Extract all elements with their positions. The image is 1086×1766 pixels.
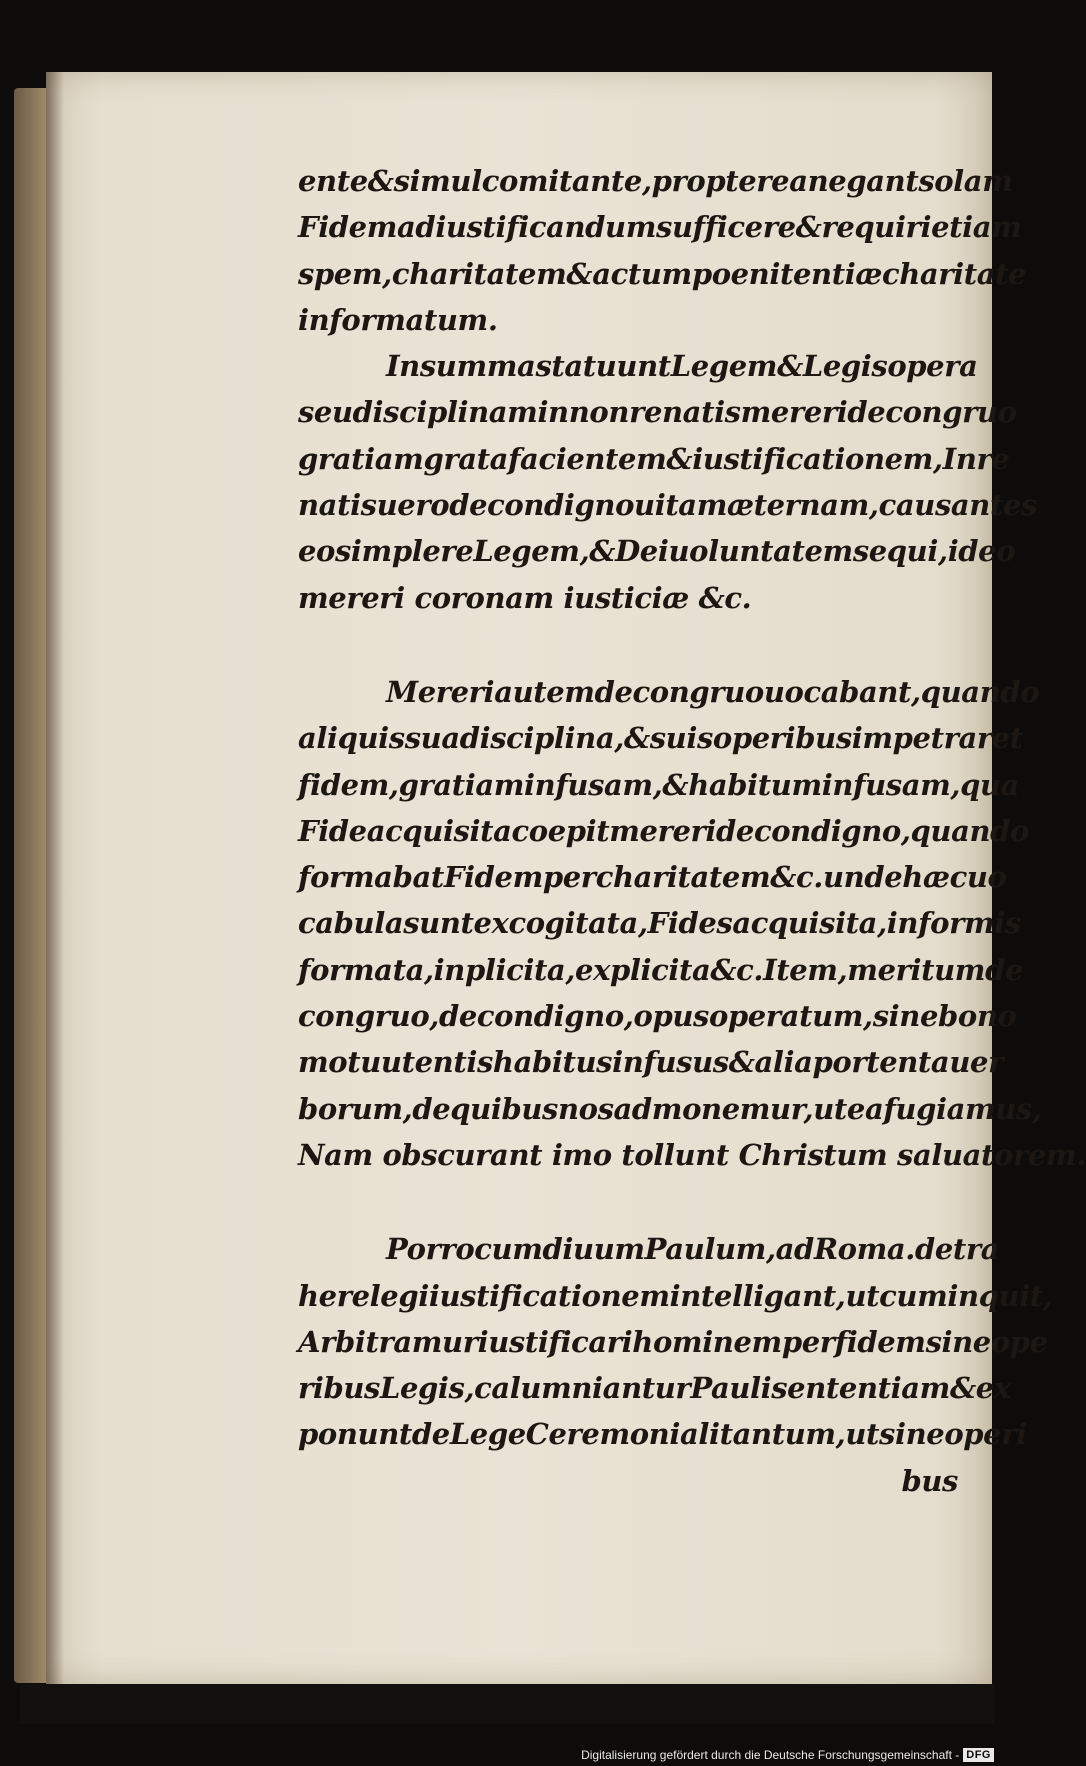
text-line: natis uero de condigno uitam æternam , causantes xyxy=(298,488,1037,523)
text-line: aliquis sua disciplina , & suis operibus impetraret xyxy=(298,721,1023,756)
text-line: Porro cum diuum Paulum, ad Roma. detra xyxy=(386,1232,1000,1267)
text-line: spem , charitatem & actum poenitentiæ charitate xyxy=(298,256,1027,291)
text-line: Arbitramur iustificari hominem per fidem sine ope xyxy=(298,1324,1048,1359)
text-line: Nam obscurant imo tollunt Christum saluatorem. xyxy=(298,1137,1086,1172)
text-line: borum,de quibus nos admonemur,ut ea fugiamus, xyxy=(298,1091,1042,1126)
digitization-credit xyxy=(581,1748,994,1762)
bottom-edge xyxy=(20,1684,995,1724)
catchword: bus xyxy=(901,1463,958,1498)
text-line: informatum. xyxy=(298,302,498,337)
text-line: congruo, de condigno , opus operatum, sine bono xyxy=(298,999,1017,1034)
credit-text: Digitalisierung gefördert durch die Deutsche Forschungsgemeinschaft - xyxy=(581,1748,960,1762)
text-line: Fidem ad iustificandum sufficere & requiri etiam xyxy=(298,210,1022,245)
dfg-logo-icon: DFG xyxy=(963,1748,994,1762)
text-line: gratiam grata facientem & iustificationem,In re xyxy=(298,441,1010,476)
text-line: cabula sunt excogitata , Fides acquisita , informis xyxy=(298,906,1021,941)
text-line: here legi iustificationem intelligant,ut cum inquit, xyxy=(298,1278,1053,1313)
text-line: mereri coronam iusticiæ &c. xyxy=(298,580,752,615)
text-line: fidem,gratiam infusam, & habitum infusam, qua xyxy=(298,767,1020,802)
text-line: seu disciplinam in non renatis mereri de congruo xyxy=(298,395,1017,430)
text-line: ponunt de Lege Ceremoniali tantum,ut sine operi xyxy=(298,1417,1027,1452)
text-line: ribus Legis,calumniantur Pauli sententiam & ex xyxy=(298,1371,1011,1406)
text-line: eos implere Legem, & Dei uoluntatem sequi, ideo xyxy=(298,534,1016,569)
body-text xyxy=(298,158,1086,1504)
text-line: Mereri autem de congruo uocabant,quando xyxy=(386,674,1040,709)
text-line: formabat Fidem per charitatem &c. unde hæc uo xyxy=(298,860,1007,895)
text-line: motu utentis habitus infusus & alia portenta uer xyxy=(298,1045,1003,1080)
text-line: formata,inplicita,explicita &c. Item, meritum de xyxy=(298,952,1024,987)
text-line: In summa statuunt Legem & Legis opera xyxy=(386,349,978,384)
text-line: Fide acquisita coepit mereri de condigno , quando xyxy=(298,813,1030,848)
gutter-shadow xyxy=(46,72,64,1684)
text-line: ente & simul comitante , propterea negant solam xyxy=(298,164,1013,198)
